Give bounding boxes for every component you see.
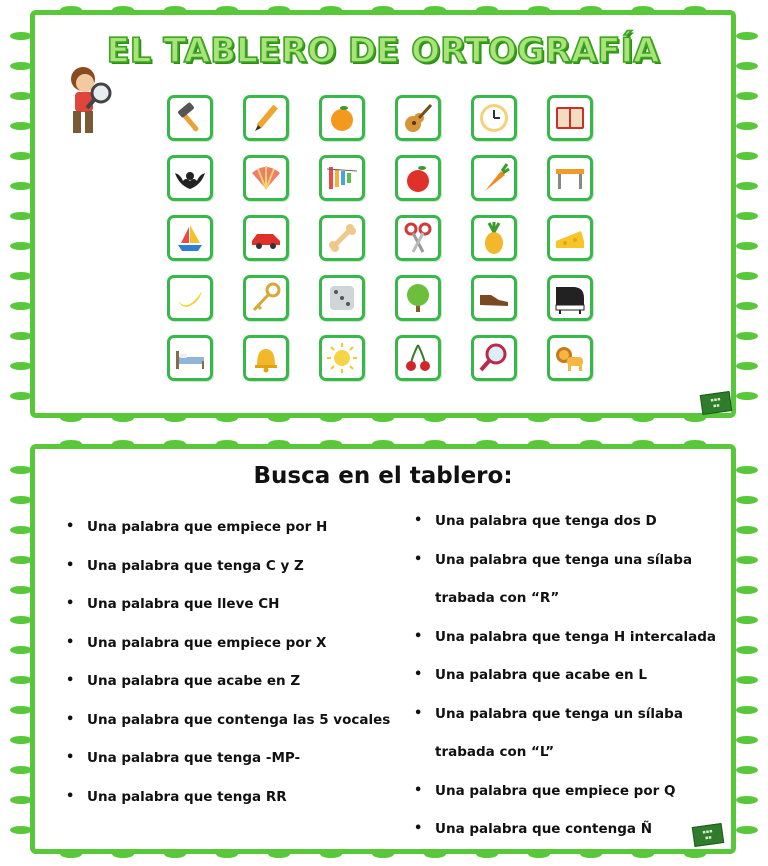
sun-icon [325, 341, 359, 375]
tile-clock[interactable] [471, 95, 517, 141]
magnifier-icon [477, 341, 511, 375]
tile-shoe[interactable] [471, 275, 517, 321]
tile-key[interactable] [243, 275, 289, 321]
border-leaf [10, 272, 32, 280]
border-leaf [580, 440, 602, 448]
table-icon [553, 161, 587, 195]
clock-icon [477, 101, 511, 135]
tile-piano[interactable] [547, 275, 593, 321]
tile-dice[interactable] [319, 275, 365, 321]
border-leaf [580, 414, 602, 422]
border-leaf [60, 850, 82, 858]
banana-icon [173, 281, 207, 315]
tile-lion[interactable] [547, 335, 593, 381]
bat-icon [173, 161, 207, 195]
border-leaf [112, 440, 134, 448]
picture-grid [167, 95, 593, 381]
list-item: • Una palabra que contenga las 5 vocales [66, 711, 391, 728]
tile-apple[interactable] [395, 155, 441, 201]
list-item: • Una palabra que tenga C y Z [66, 557, 304, 574]
brand-stamp-icon: ▪▪▪ ▪▪ [700, 391, 732, 415]
tile-magnifier[interactable] [471, 335, 517, 381]
tile-scissors[interactable] [395, 215, 441, 261]
tile-banana[interactable] [167, 275, 213, 321]
border-leaf [580, 6, 602, 14]
border-leaf [372, 6, 394, 14]
border-leaf [372, 414, 394, 422]
border-leaf [320, 850, 342, 858]
border-leaf [528, 850, 550, 858]
border-leaf [476, 850, 498, 858]
tile-book[interactable] [547, 95, 593, 141]
border-leaf [736, 556, 758, 564]
tile-orange[interactable] [319, 95, 365, 141]
border-leaf [10, 556, 32, 564]
border-leaf [476, 6, 498, 14]
pencil-icon [249, 101, 283, 135]
tile-bone[interactable] [319, 215, 365, 261]
brand-stamp-icon: ▪▪▪ ▪▪ [692, 823, 724, 847]
border-leaf [268, 6, 290, 14]
border-leaf [736, 826, 758, 834]
border-leaf [372, 850, 394, 858]
tile-bat[interactable] [167, 155, 213, 201]
sailboat-icon [173, 221, 207, 255]
border-leaf [476, 440, 498, 448]
bone-icon [325, 221, 359, 255]
border-leaf [476, 414, 498, 422]
border-leaf [10, 392, 32, 400]
instructions-title: Busca en el tablero: [253, 463, 513, 489]
border-leaf [10, 646, 32, 654]
right-task-list [411, 511, 716, 858]
tile-bell[interactable] [243, 335, 289, 381]
border-leaf [10, 32, 32, 40]
border-leaf [164, 440, 186, 448]
border-leaf [632, 414, 654, 422]
key-icon [249, 281, 283, 315]
tile-tree[interactable] [395, 275, 441, 321]
border-leaf [10, 706, 32, 714]
border-leaf [60, 440, 82, 448]
list-item: • Una palabra que empiece por X [66, 634, 327, 651]
border-leaf [10, 496, 32, 504]
border-leaf [112, 414, 134, 422]
border-leaf [10, 302, 32, 310]
car-icon [249, 221, 283, 255]
border-leaf [632, 440, 654, 448]
tile-sailboat[interactable] [167, 215, 213, 261]
border-leaf [684, 414, 706, 422]
border-leaf [736, 362, 758, 370]
border-leaf [10, 212, 32, 220]
border-leaf [10, 586, 32, 594]
hammer-icon [173, 101, 207, 135]
scissors-icon [401, 221, 435, 255]
border-leaf [736, 272, 758, 280]
border-leaf [10, 616, 32, 624]
border-leaf [10, 466, 32, 474]
border-leaf [528, 414, 550, 422]
dice-icon [325, 281, 359, 315]
border-leaf [424, 414, 446, 422]
border-leaf [528, 440, 550, 448]
list-item: • Una palabra que contenga Ñ [414, 821, 653, 837]
border-leaf [10, 122, 32, 130]
border-leaf [164, 850, 186, 858]
tile-cheese[interactable] [547, 215, 593, 261]
border-leaf [736, 242, 758, 250]
bed-icon [173, 341, 207, 375]
border-leaf [684, 6, 706, 14]
tree-icon [401, 281, 435, 315]
border-leaf [60, 6, 82, 14]
border-leaf [10, 362, 32, 370]
border-leaf [10, 332, 32, 340]
border-leaf [736, 616, 758, 624]
pineapple-icon [477, 221, 511, 255]
border-leaf [320, 440, 342, 448]
border-leaf [736, 152, 758, 160]
border-leaf [10, 736, 32, 744]
list-item: • Una palabra que empiece por H [66, 519, 328, 535]
border-leaf [10, 826, 32, 834]
border-leaf [216, 850, 238, 858]
list-item: • Una palabra que acabe en Z [66, 673, 301, 689]
border-leaf [320, 6, 342, 14]
list-item: • Una palabra que tenga un sílaba [414, 705, 683, 722]
border-leaf [10, 766, 32, 774]
border-leaf [684, 850, 706, 858]
fan-icon [249, 161, 283, 195]
border-leaf [10, 796, 32, 804]
border-leaf [736, 496, 758, 504]
border-leaf [736, 212, 758, 220]
tile-sun[interactable] [319, 335, 365, 381]
orange-icon [325, 101, 359, 135]
border-leaf [164, 414, 186, 422]
tile-pineapple[interactable] [471, 215, 517, 261]
border-leaf [268, 440, 290, 448]
piano-icon [553, 281, 587, 315]
list-item-continuation: trabada con “L” [435, 744, 555, 760]
border-leaf [528, 6, 550, 14]
spelling-board-card [30, 10, 736, 418]
border-leaf [736, 302, 758, 310]
cherries-icon [401, 341, 435, 375]
list-item: • Una palabra que tenga -MP- [66, 750, 301, 766]
border-leaf [216, 6, 238, 14]
guitar-icon [401, 101, 435, 135]
border-leaf [112, 6, 134, 14]
border-leaf [736, 766, 758, 774]
border-leaf [736, 62, 758, 70]
tile-carrot[interactable] [471, 155, 517, 201]
border-leaf [736, 32, 758, 40]
border-leaf [10, 152, 32, 160]
border-leaf [216, 440, 238, 448]
border-leaf [736, 392, 758, 400]
border-leaf [60, 414, 82, 422]
left-task-list [63, 517, 390, 825]
border-leaf [424, 6, 446, 14]
border-leaf [10, 182, 32, 190]
border-leaf [580, 850, 602, 858]
list-item: • Una palabra que empiece por Q [414, 782, 676, 799]
xylophone-icon [325, 161, 359, 195]
cheese-icon [553, 221, 587, 255]
border-leaf [268, 850, 290, 858]
tile-xylophone[interactable] [319, 155, 365, 201]
border-leaf [216, 414, 238, 422]
border-leaf [10, 242, 32, 250]
border-leaf [10, 62, 32, 70]
shoe-icon [477, 281, 511, 315]
apple-icon [401, 161, 435, 195]
tile-hammer[interactable] [167, 95, 213, 141]
book-icon [553, 101, 587, 135]
list-item: • Una palabra que acabe en L [414, 667, 647, 683]
border-leaf [632, 850, 654, 858]
border-leaf [736, 706, 758, 714]
border-leaf [736, 332, 758, 340]
border-leaf [268, 414, 290, 422]
border-leaf [632, 6, 654, 14]
list-item: • Una palabra que tenga una sílaba [414, 551, 693, 568]
border-leaf [10, 676, 32, 684]
border-leaf [736, 796, 758, 804]
border-leaf [424, 440, 446, 448]
list-item: • Una palabra que lleve CH [66, 596, 280, 612]
carrot-icon [477, 161, 511, 195]
border-leaf [10, 526, 32, 534]
border-leaf [736, 586, 758, 594]
tile-guitar[interactable] [395, 95, 441, 141]
list-item-continuation: trabada con “R” [435, 590, 560, 606]
border-leaf [736, 466, 758, 474]
border-leaf [736, 122, 758, 130]
border-leaf [736, 676, 758, 684]
border-leaf [736, 526, 758, 534]
tile-cherries[interactable] [395, 335, 441, 381]
tile-bed[interactable] [167, 335, 213, 381]
border-leaf [10, 92, 32, 100]
border-leaf [736, 182, 758, 190]
border-leaf [372, 440, 394, 448]
tile-fan[interactable] [243, 155, 289, 201]
list-item: • Una palabra que tenga dos D [414, 513, 657, 529]
kid-with-magnifier-icon [61, 61, 121, 141]
lion-icon [553, 341, 587, 375]
tile-pencil[interactable] [243, 95, 289, 141]
list-item: • Una palabra que tenga RR [66, 788, 287, 805]
border-leaf [320, 414, 342, 422]
border-leaf [424, 850, 446, 858]
border-leaf [736, 92, 758, 100]
tile-car[interactable] [243, 215, 289, 261]
border-leaf [112, 850, 134, 858]
instructions-card [30, 444, 736, 854]
list-item: • Una palabra que tenga H intercalada [414, 628, 716, 645]
tile-table[interactable] [547, 155, 593, 201]
border-leaf [684, 440, 706, 448]
board-title: EL TABLERO DE ORTOGRAFÍA [106, 31, 660, 71]
border-leaf [736, 736, 758, 744]
bell-icon [249, 341, 283, 375]
border-leaf [164, 6, 186, 14]
border-leaf [736, 646, 758, 654]
